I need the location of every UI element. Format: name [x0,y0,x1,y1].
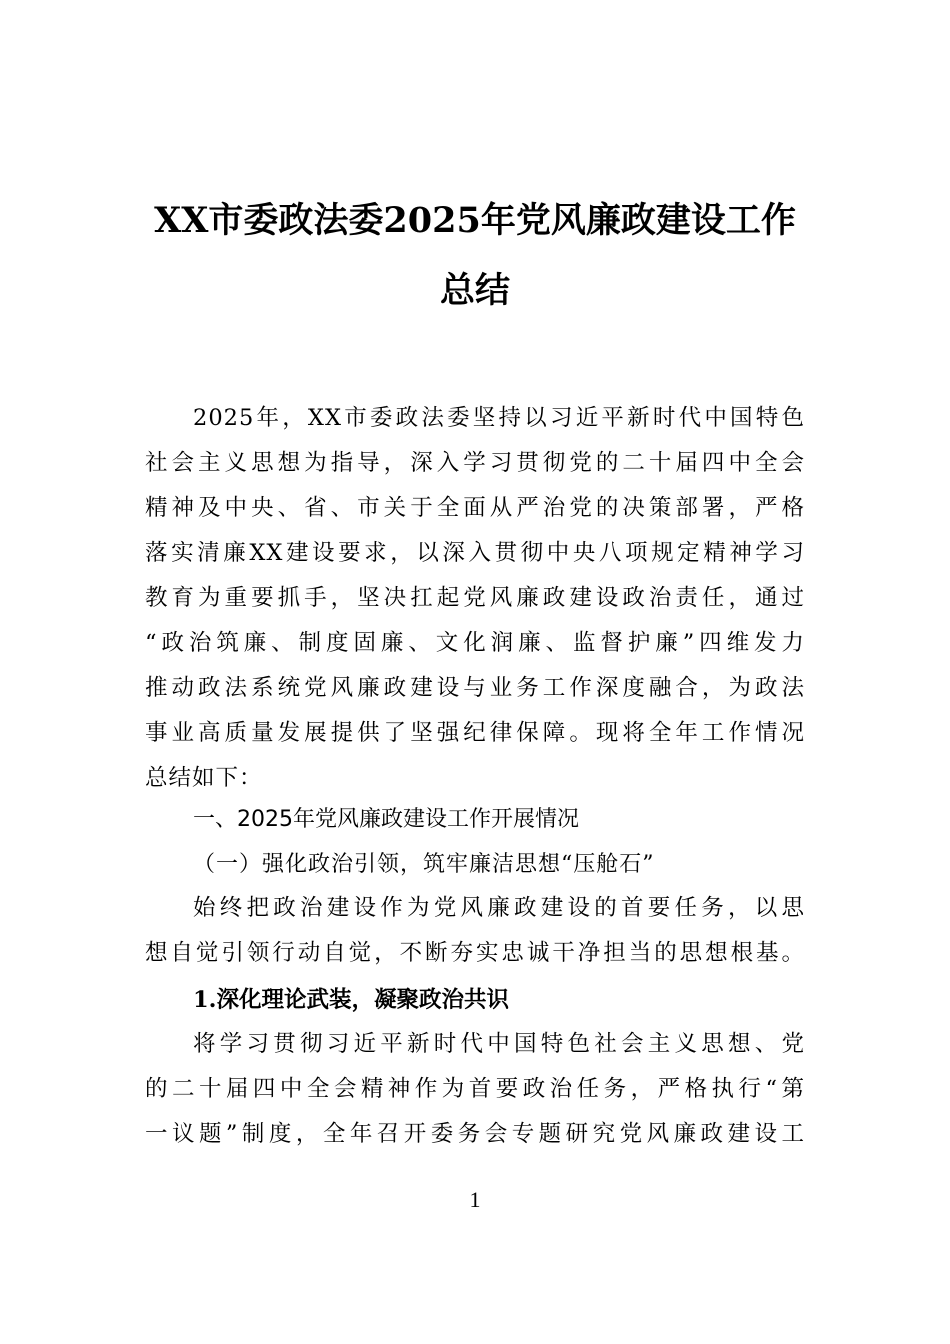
paragraph-line: 想自觉引领行动自觉，不断夯实忠诚干净担当的思想根基。 [145,940,805,966]
intro-line: 事业高质量发展提供了坚强纪律保障。现将全年工作情况 [145,720,805,746]
intro-paragraph [145,396,805,801]
paragraph-line: 的二十届四中全会精神作为首要政治任务，严格执行“第 [145,1076,805,1102]
intro-line: 社会主义思想为指导，深入学习贯彻党的二十届四中全会 [145,450,805,476]
intro-line: 教育为重要抓手，坚决扛起党风廉政建设政治责任，通过 [145,585,805,611]
intro-line: 落实清廉XX建设要求，以深入贯彻中央八项规定精神学习 [145,540,805,566]
section-heading-level2: （一）强化政治引领，筑牢廉洁思想“压舱石” [193,852,655,877]
intro-line: 总结如下： [145,765,263,791]
section-heading-level1: 一、2025年党风廉政建设工作开展情况 [193,807,579,832]
intro-line: 推动政法系统党风廉政建设与业务工作深度融合，为政法 [145,675,805,701]
intro-line: 精神及中央、省、市关于全面从严治党的决策部署，严格 [145,495,805,521]
paragraph-line: 一议题”制度，全年召开委务会专题研究党风廉政建设工 [145,1121,805,1147]
section-heading-level3: 1.深化理论武装，凝聚政治共识 [193,987,509,1013]
paragraph-line: 始终把政治建设作为党风廉政建设的首要任务，以思 [193,895,805,921]
paragraph-line: 将学习贯彻习近平新时代中国特色社会主义思想、党 [193,1031,805,1057]
intro-line: 2025年，XX市委政法委坚持以习近平新时代中国特色 [193,405,805,431]
page-number: 1 [469,1187,481,1212]
document-title-line2: 总结 [439,270,510,311]
document-title-line1: XX市委政法委2025年党风廉政建设工作 [154,200,796,241]
paragraph-3 [145,1022,805,1157]
paragraph-2 [145,886,805,976]
intro-line: “政治筑廉、制度固廉、文化润廉、监督护廉”四维发力 [145,630,805,656]
